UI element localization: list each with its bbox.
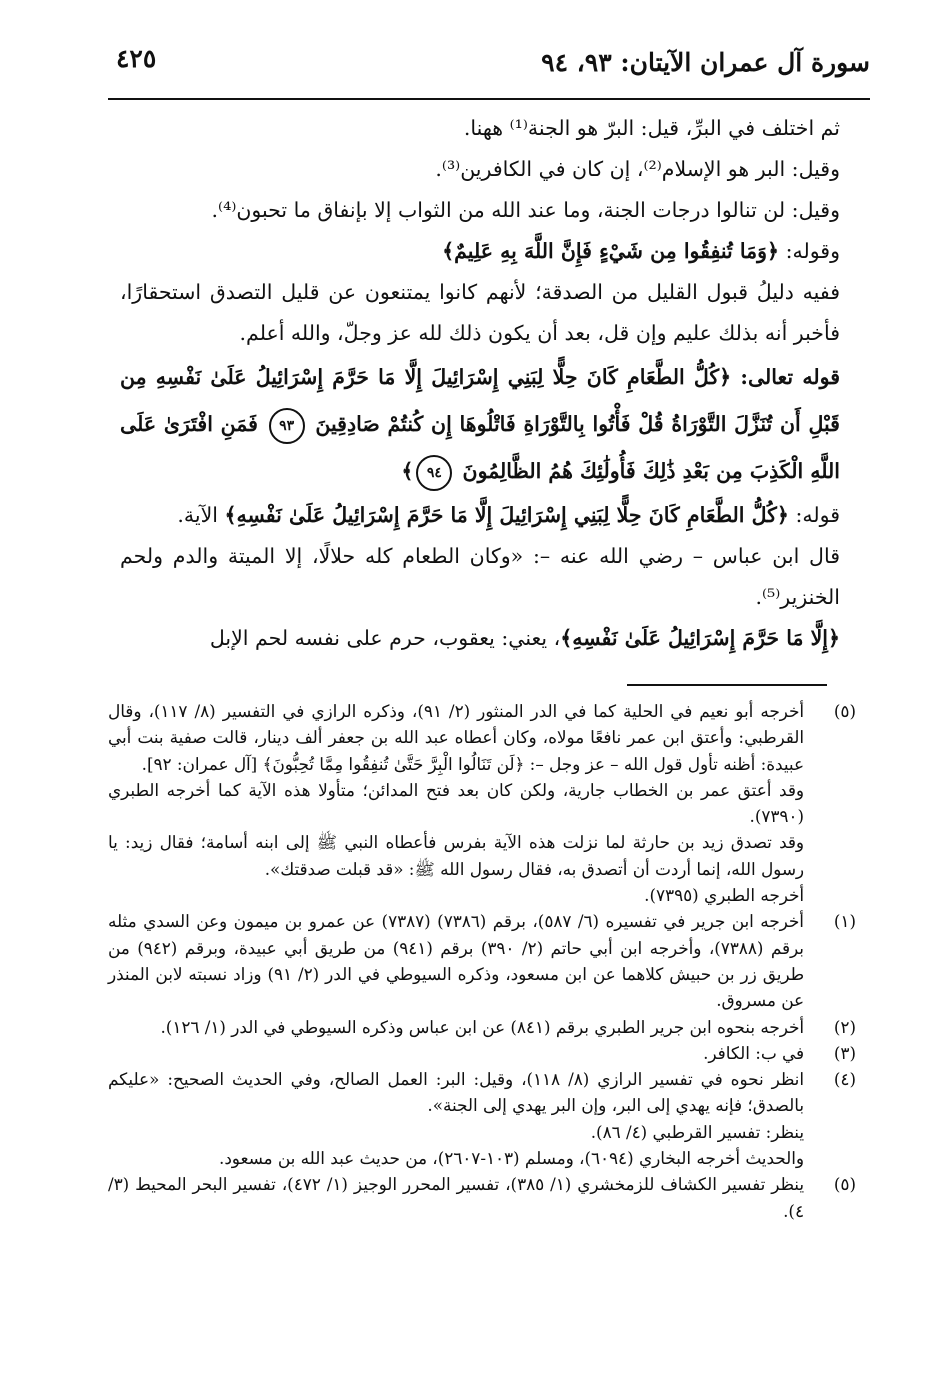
paragraph [120,231,840,272]
footnote-mark: (٥) [833,701,856,721]
quran-quote: ﴿وَمَا تُنفِقُوا مِن شَيْءٍ فَإِنَّ اللَّهَ بِهِ عَلِيمٌ﴾ [442,239,780,263]
paragraph: ففيه دليلُ قبول القليل من الصدقة؛ لأنهم كانوا يمتنعون عن قليل التصدق استحقارًا، فأخبر أنه بذلك عليم وإن قل، بعد أن يكون ذلك لله عز وجلّ، والله أعلم. [120,280,840,345]
verse-text: فَمَنِ افْتَرَىٰ عَلَى اللَّهِ الْكَذِبَ مِن بَعْدِ ذَٰلِكَ فَأُولَٰئِكَ هُمُ الظَّالِمُونَ [120,412,840,483]
footnote-text: ينظر تفسير الكشاف للزمخشري (١/ ٣٨٥)، تفسير المحرر الوجيز (١/ ٤٧٢)، تفسير البحر المحيط (٣/ ٤). [108,1174,804,1221]
paragraph-tail: الآية. [177,503,225,527]
paragraph [120,495,840,536]
footnote [108,908,856,1013]
page-header [108,40,870,100]
quran-quote: ﴿كُلُّ الطَّعَامِ كَانَ حِلًّا لِبَنِي إِسْرَائِيلَ إِلَّا مَا حَرَّمَ إِسْرَائِيلُ عَلَىٰ نَفْسِهِ﴾ [224,503,789,527]
verse-text: ﴿كُلُّ الطَّعَامِ كَانَ حِلًّا لِبَنِي إِسْرَائِيلَ إِلَّا مَا حَرَّمَ إِسْرَائِيلُ عَلَىٰ نَفْسِهِ مِن قَبْلِ أَن تُنَزَّلَ التَّوْرَاةُ قُلْ فَأْتُوا بِالتَّوْرَاةِ فَاتْلُوهَا إِن كُنتُمْ صَادِقِينَ [120,365,840,436]
footnote-mark: (٣) [833,1042,856,1063]
paragraph: ثم اختلف في البرِّ، قيل: البرّ هو الجنة⁽¹⁾ ههنا. [463,116,840,140]
footnote-text: أخرجه بنحوه ابن جرير الطبري برقم (٨٤١) عن ابن عباس وذكره السيوطي في الدر (١/ ١٢٦). [160,1016,804,1037]
footnote-text: والحديث أخرجه البخاري (٦٠٩٤)، ومسلم (١٠٣-٢٦٠٧)، من حديث عبد الله بن مسعود. [219,1148,804,1169]
footnote-text: أخرجه ابن جرير في تفسيره (٦/ ٥٨٧)، برقم (٧٣٨٦) (٧٣٨٧) عن عمرو بن ميمون وعن السدي مثله برقم (٧٣٨٨)، وأخرجه ابن أبي حاتم (٢/ ٣٩٠) برقم (٩٤١) من طريق أبي عبيدة، وبرقم (٩٤٢) من طريق زر بن حبيش كلاهما عن ابن مسعود، وذكره السيوطي في الدر (٢/ ٩١) وزاد نسبته لابن المنذر عن مسروق. [108,911,804,1011]
footnote [108,1040,856,1066]
ayah-number-94: ٩٤ [416,455,452,491]
footnote-mark: (١) [833,911,856,932]
paragraph-lead: وقوله: [779,239,840,263]
footnote [108,698,856,908]
footnote-mark: (٥) [833,1174,856,1195]
footnote-body [108,698,804,908]
verse-lead: قوله تعالى: [731,365,840,389]
footnote [108,1014,856,1040]
footnote-text: في ب: الكافر. [703,1042,804,1063]
footnote-text: أخرجه الطبري (٧٣٩٥). [644,885,804,906]
paragraph: قال ابن عباس – رضي الله عنه –: «وكان الطعام كله حلالًا، إلا الميتة والدم ولحم الخنزير⁽⁵⁾. [120,544,840,609]
main-text [120,108,840,659]
footnote-separator [627,684,827,686]
paragraph [120,618,840,659]
verse-close: ﴾ [401,459,414,483]
running-title: سورة آل عمران الآيتان: ٩٣، ٩٤ [541,48,870,77]
footnote-mark: (٤) [833,1069,856,1090]
footnote-body [108,1171,804,1224]
page-number: ٤٢٥ [116,44,157,73]
footnote [108,1171,856,1224]
verse-block [120,354,840,495]
footnote-body [108,908,804,1013]
footnotes [108,698,856,1224]
footnote-text: وقد أعتق عمر بن الخطاب جارية، ولكن كان بعد فتح المدائن؛ متأولا هذه الآية كما أخرجه الطبري (٧٣٩٠). [108,779,804,827]
footnote-body [108,1066,804,1171]
footnote-text: انظر نحوه في تفسير الرازي (٨/ ١١٨)، وقيل: البر: العمل الصالح، وفي الحديث الصحيح: «عليكم بالصدق؛ فإنه يهدي إلى البر، وإن البر يهدي إلى الجنة». [108,1069,804,1116]
footnote-body [108,1040,804,1066]
footnote-text: أخرجه أبو نعيم في الحلية كما في الدر المنثور (٢/ ٩١)، وذكره الرازي في التفسير (٨/ ١١٧)، وقال القرطبي: وأعتق ابن عمر نافعًا مولاه، وكان أعطاه عبد الله بن جعفر ألف دينار، قالت صفية بنت أبي عبيدة: أظنه تأول قول الله – عز وجل –: ﴿لَن تَنَالُوا الْبِرَّ حَتَّىٰ تُنفِقُوا مِمَّا تُحِبُّونَ﴾ [آل عمران: ٩٢]. [108,701,804,774]
paragraph: وقيل: البر هو الإسلام⁽²⁾، إن كان في الكافرين⁽³⁾. [435,157,840,181]
footnote-mark: (٢) [833,1016,856,1037]
footnote-text: ينظر: تفسير القرطبي (٤/ ٨٦). [590,1121,804,1142]
quran-quote: ﴿إِلَّا مَا حَرَّمَ إِسْرَائِيلُ عَلَىٰ نَفْسِهِ﴾ [560,626,840,650]
ayah-number-93: ٩٣ [269,408,305,444]
footnote-text: وقد تصدق زيد بن حارثة لما نزلت هذه الآية بفرس فأعطاه النبي ﷺ إلى ابنه أسامة؛ فقال زيد: يا رسول الله، إنما أردت أن أتصدق به، فقال رسول الله ﷺ: «قد قبلت صدقتك». [108,832,804,879]
footnote-body [108,1014,804,1040]
paragraph-tail: ، يعني: يعقوب، حرم على نفسه لحم الإبل [209,626,561,650]
footnote [108,1066,856,1171]
paragraph-lead: قوله: [788,503,840,527]
paragraph: وقيل: لن تنالوا درجات الجنة، وما عند الله من الثواب إلا بإنفاق ما تحبون⁽⁴⁾. [211,198,840,222]
